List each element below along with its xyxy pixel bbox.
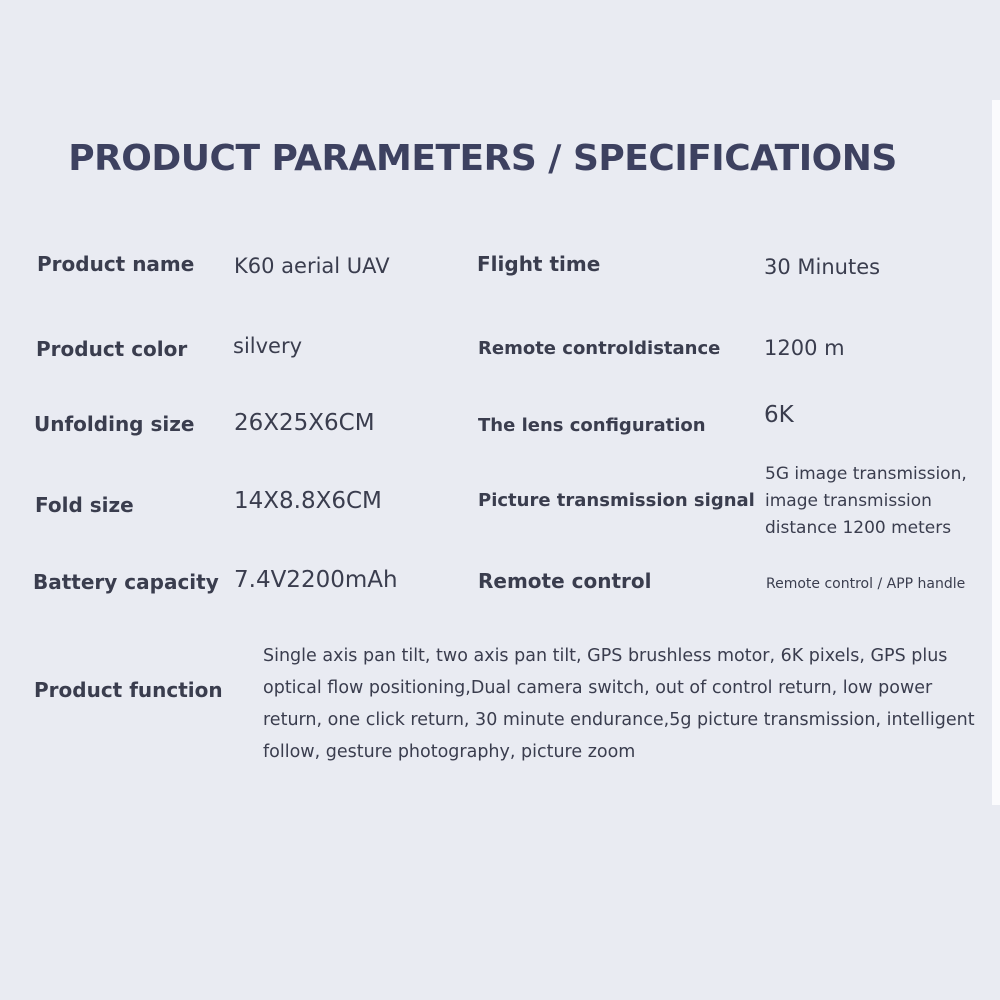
label-remote-control: Remote control bbox=[478, 569, 652, 593]
value-lens-configuration: 6K bbox=[764, 402, 794, 428]
label-battery-capacity: Battery capacity bbox=[33, 570, 219, 594]
value-remote-control: Remote control / APP handle bbox=[766, 576, 966, 592]
label-remote-distance: Remote controldistance bbox=[478, 338, 721, 359]
value-fold-size: 14X8.8X6CM bbox=[234, 488, 382, 514]
value-battery-capacity: 7.4V2200mAh bbox=[234, 567, 398, 593]
page-title: PRODUCT PARAMETERS / SPECIFICATIONS bbox=[68, 138, 897, 179]
edge-strip bbox=[992, 100, 1000, 805]
value-unfolding-size: 26X25X6CM bbox=[234, 410, 375, 436]
label-product-function: Product function bbox=[34, 678, 223, 702]
label-picture-signal: Picture transmission signal bbox=[478, 490, 755, 511]
label-lens-configuration: The lens configuration bbox=[478, 415, 706, 436]
label-fold-size: Fold size bbox=[35, 493, 134, 517]
label-unfolding-size: Unfolding size bbox=[34, 412, 195, 436]
value-product-function: Single axis pan tilt, two axis pan tilt, GPS brushless motor, 6K pixels, GPS plus optical flow positioning,Dual camera switch, out of control return, low power return, one click return, 30 minute endurance,5g picture transmission, intelligent follow, gesture photography, picture zoom bbox=[263, 646, 975, 762]
label-product-name: Product name bbox=[37, 252, 195, 276]
value-picture-signal: 5G image transmission, image transmission distance 1200 meters bbox=[765, 464, 967, 538]
label-flight-time: Flight time bbox=[477, 252, 601, 276]
label-product-color: Product color bbox=[36, 337, 188, 361]
value-product-name: K60 aerial UAV bbox=[234, 254, 390, 278]
value-product-color: silvery bbox=[233, 334, 303, 358]
value-remote-distance: 1200 m bbox=[764, 336, 845, 360]
value-flight-time: 30 Minutes bbox=[764, 255, 881, 279]
